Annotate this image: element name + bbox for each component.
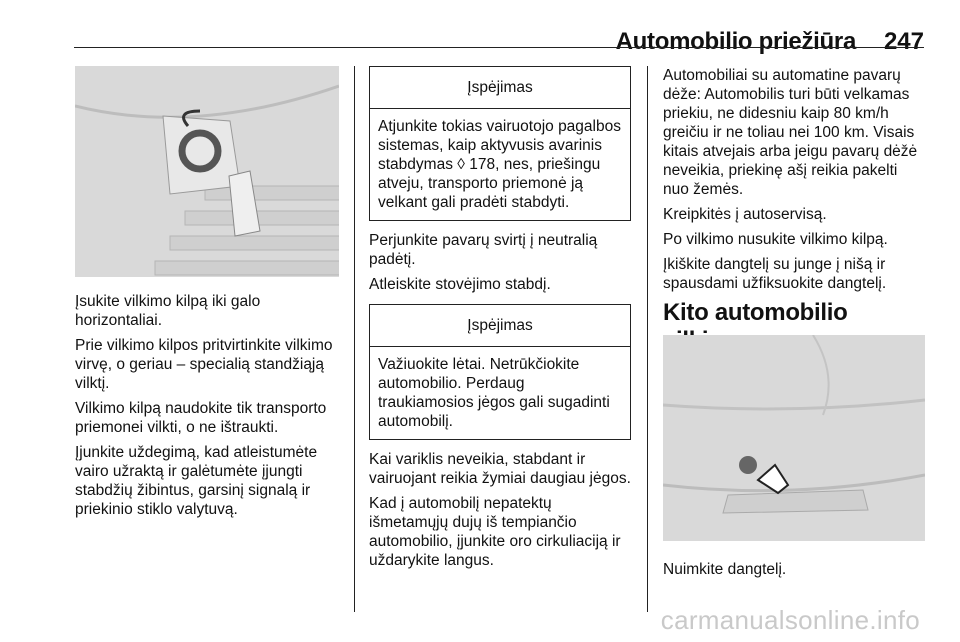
section-heading: Kito automobilio (663, 299, 848, 326)
warning-text: Atjunkite tokias vairuotojo pagalbos sistemas, kaip aktyvusis avarinis stabdymas (378, 118, 621, 173)
warning-title: Įspėjimas (370, 67, 630, 109)
paragraph: Įkiškite dangtelį su junge į nišą ir spausdami užfiksuokite dangtelį. (663, 256, 887, 292)
paragraph: Įsukite vilkimo kilpą iki galo horizontaliai. (75, 293, 261, 329)
paragraph: Prie vilkimo kilpos pritvirtinkite vilkimo virvę, o geriau – specialią standžiąją vilktį. (75, 337, 333, 392)
paragraph: Vilkimo kilpą naudokite tik transporto priemonei vilkti, o ne ištraukti. (75, 400, 327, 436)
warning-title: Įspėjimas (370, 305, 630, 347)
paragraph: Kreipkitės į autoservisą. (663, 206, 827, 223)
column-divider-1 (354, 66, 355, 612)
column-divider-2 (647, 66, 648, 612)
front-bumper-drawing (75, 66, 339, 277)
rear-bumper-drawing (663, 335, 925, 541)
paragraph: Kai variklis neveikia, stabdant ir vairuojant reikia žymiai daugiau jėgos. (369, 451, 631, 487)
paragraph: Atleiskite stovėjimo stabdį. (369, 276, 551, 293)
page-header-title: Automobilio priežiūra (615, 28, 856, 55)
warning-box (369, 66, 631, 221)
column-1-text (75, 292, 345, 525)
column-3-text (663, 66, 925, 369)
figure-caption: Nuimkite dangtelį. (663, 561, 787, 578)
warning-body: Važiuokite lėtai. Netrūkčiokite automobilio. Perdaug traukiamosios jėgos gali sugadinti automobilį. (378, 356, 610, 430)
paragraph: Po vilkimo nusukite vilkimo kilpą. (663, 231, 888, 248)
paragraph: Automobiliai su automatine pavarų dėže: Automobilis turi būti velkamas priekiu, ne didesniu kaip 80 km/h greičiu ir ne toliau nei 100 km. Visais kitais atvejais arba jeigu pavarų dėžė neveikia, priekinę ašį reikia pakelti nuo žemės. (663, 67, 918, 198)
page-number: 247 (883, 28, 924, 55)
warning-body (370, 109, 630, 220)
paragraph: Perjunkite pavarų svirtį į neutralią padėtį. (369, 232, 598, 268)
column-2-text (369, 66, 631, 576)
column-3-caption-block (663, 560, 925, 585)
watermark: carmanualsonline.info (660, 605, 920, 635)
header-divider (74, 47, 924, 48)
warning-box (369, 304, 631, 440)
paragraph: Įjunkite uždegimą, kad atleistumėte vairo užraktą ir galėtumėte įjungti stabdžių žibintus, garsinį signalą ir priekinio stiklo valytuvą. (75, 444, 318, 518)
paragraph: Kad į automobilį nepatektų išmetamųjų dujų iš tempiančio automobilio, įjunkite oro cirkuliaciją ir uždarykite langus. (369, 495, 621, 569)
warning-text: 178, nes, priešingu atveju, transporto priemonė ją velkant gali pradėti stabdyti. (378, 156, 601, 211)
cross-reference-icon: ◊ (457, 156, 465, 173)
rear-tow-cover-illustration (663, 335, 925, 541)
tow-eye-front-illustration (75, 66, 339, 277)
